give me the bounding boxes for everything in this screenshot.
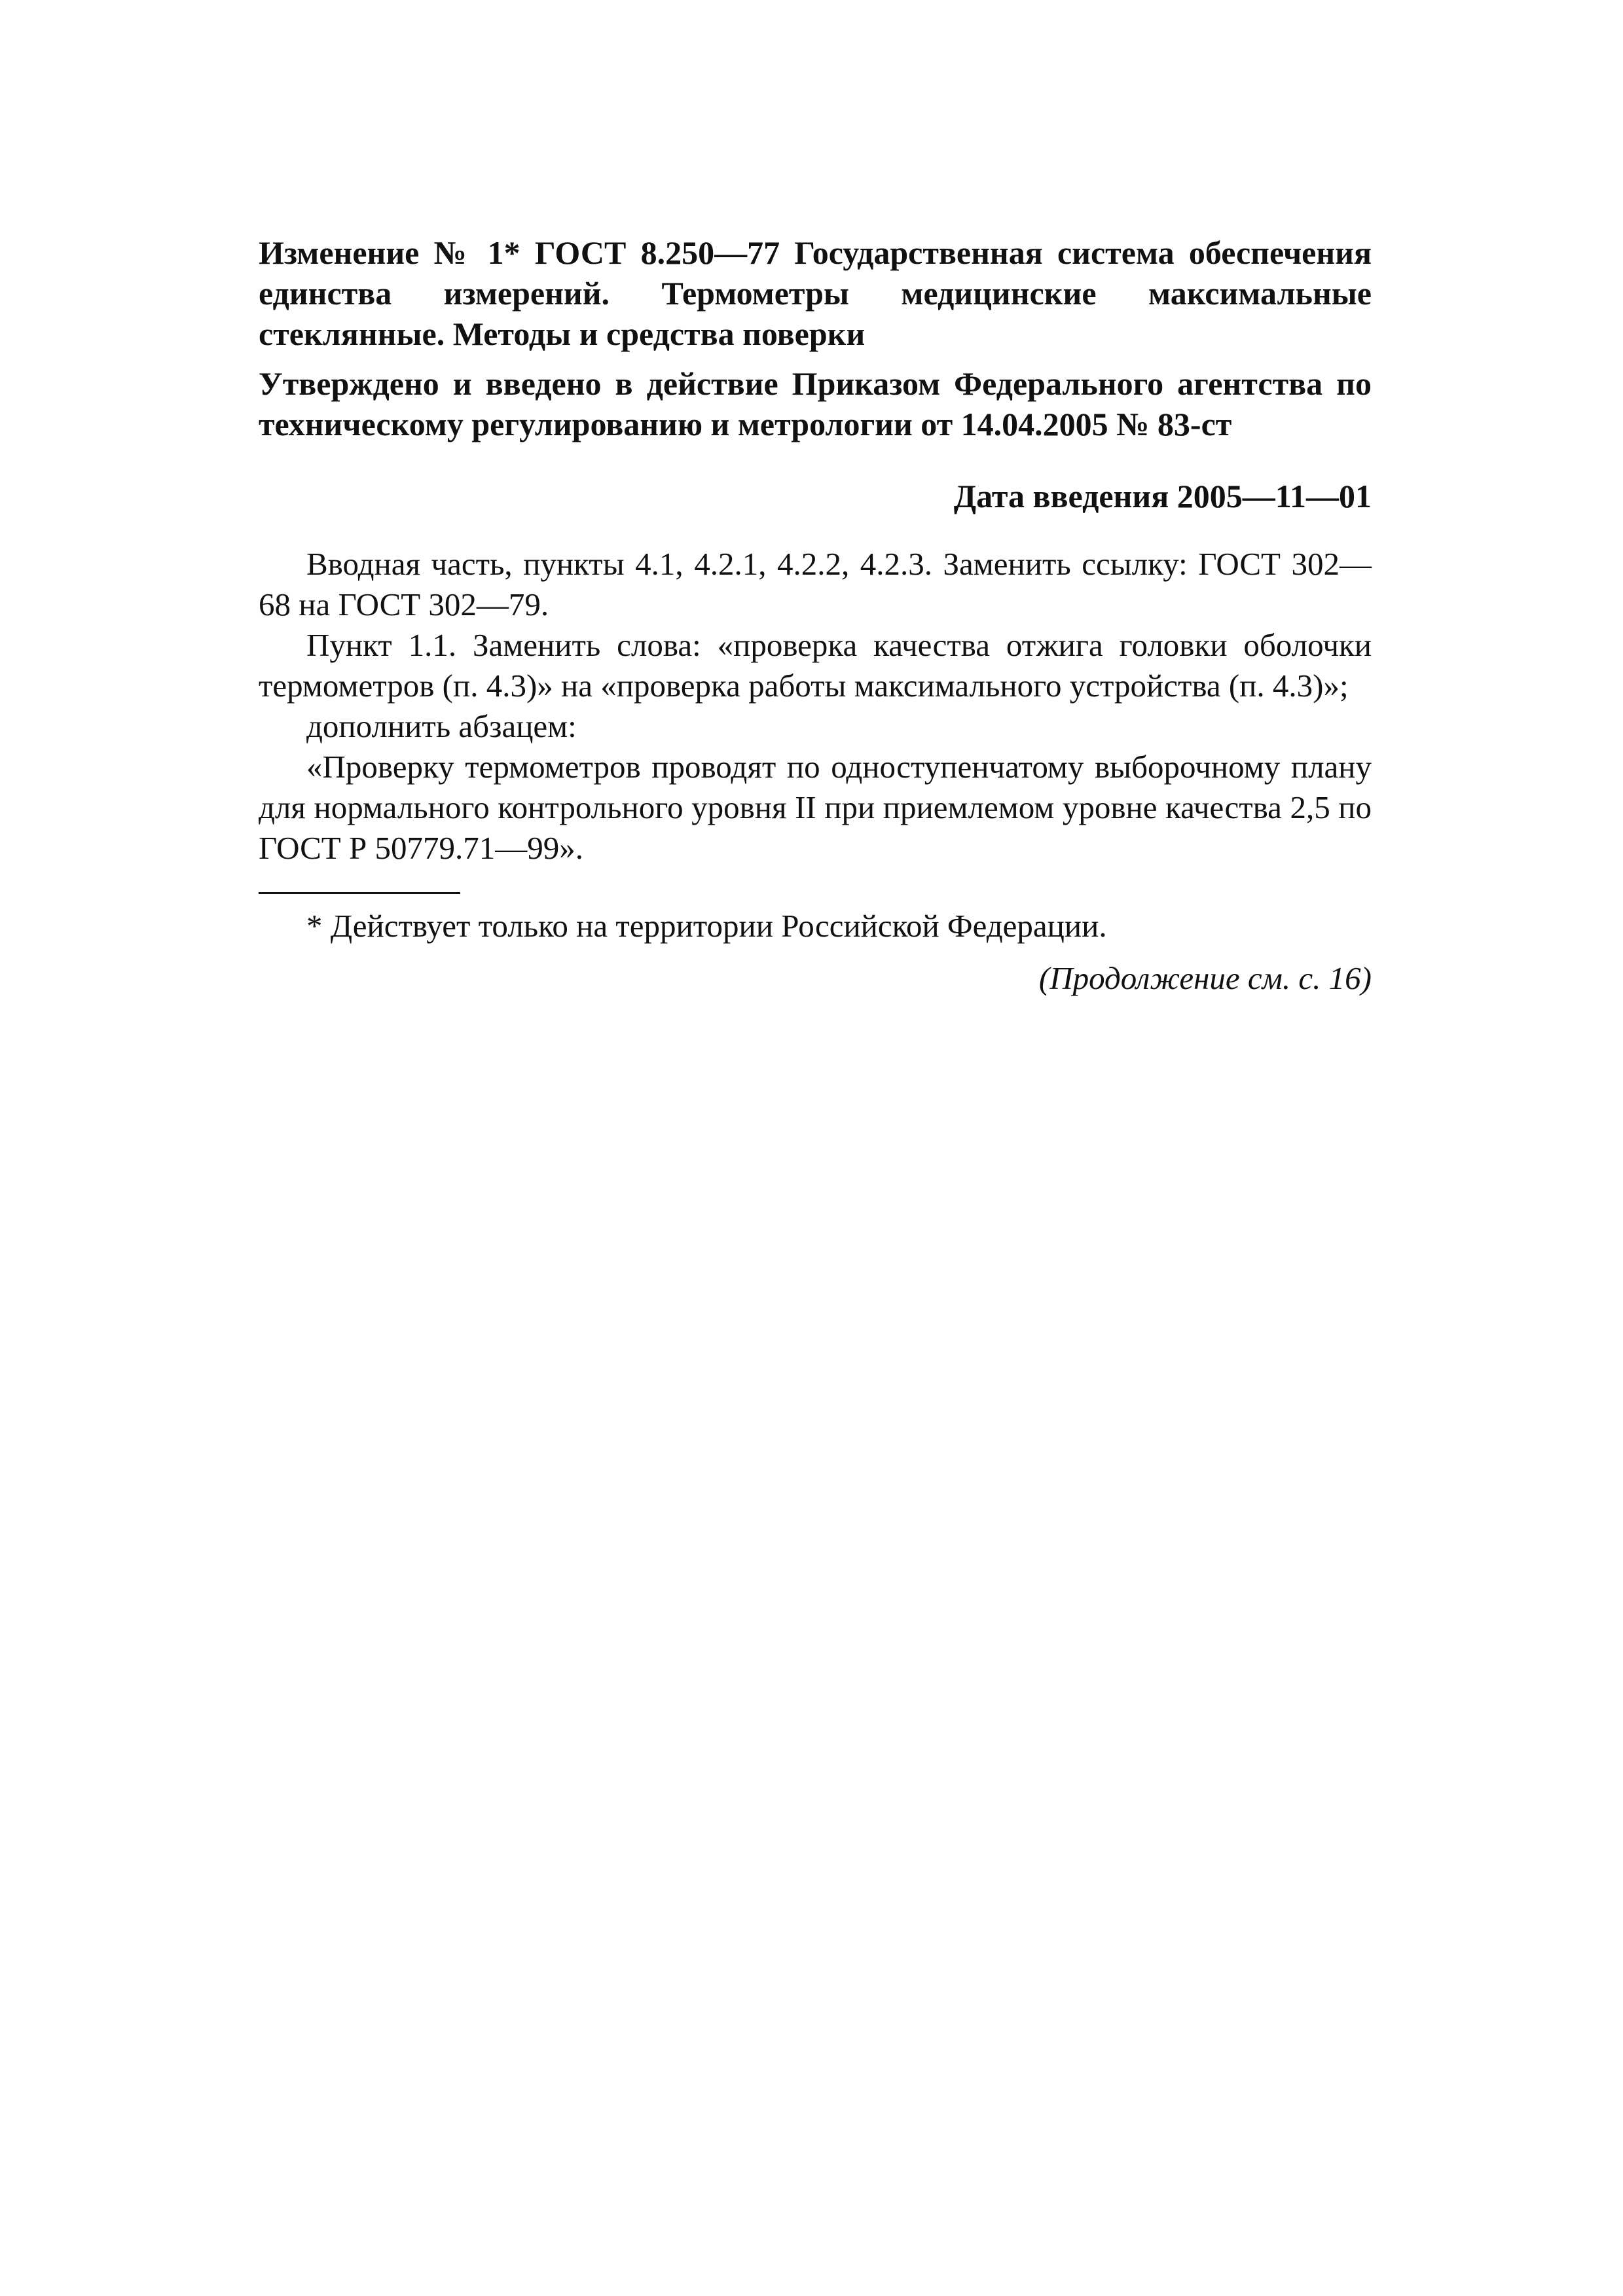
amendment-body (259, 544, 1372, 869)
paragraph-supplement: дополнить абзацем: (306, 708, 577, 744)
effective-date: Дата введения 2005—11—01 (953, 478, 1372, 514)
paragraph-intro: Вводная часть, пункты 4.1, 4.2.1, 4.2.2, 4.2.3. Заменить ссылку: ГОСТ 302—68 на ГОСТ 302—79. (259, 546, 1372, 622)
footnote: * Действует только на территории Российской Федерации. (306, 908, 1107, 944)
footnote-divider (259, 892, 460, 894)
approval-statement: Утверждено и введено в действие Приказом Федерального агентства по техническому регулированию и метрологии от 14.04.2005 № 83-ст (259, 365, 1372, 442)
continuation-note: (Продолжение см. с. 16) (1038, 960, 1372, 996)
amendment-title: Изменение № 1* ГОСТ 8.250—77 Государственная система обеспечения единства измерений. Термометры медицинские максимальные стеклянные. Методы и средства поверки (259, 234, 1372, 352)
paragraph-quote: «Проверку термометров проводят по одноступенчатому выборочному плану для нормального контрольного уровня II при приемлемом уровне качества 2,5 по ГОСТ Р 50779.71—99». (259, 749, 1372, 866)
document-page (259, 232, 1372, 999)
paragraph-item-1-1: Пункт 1.1. Заменить слова: «проверка качества отжига головки оболочки термометров (п. 4.3)» на «проверка работы максимального устройства (п. 4.3)»; (259, 627, 1372, 704)
